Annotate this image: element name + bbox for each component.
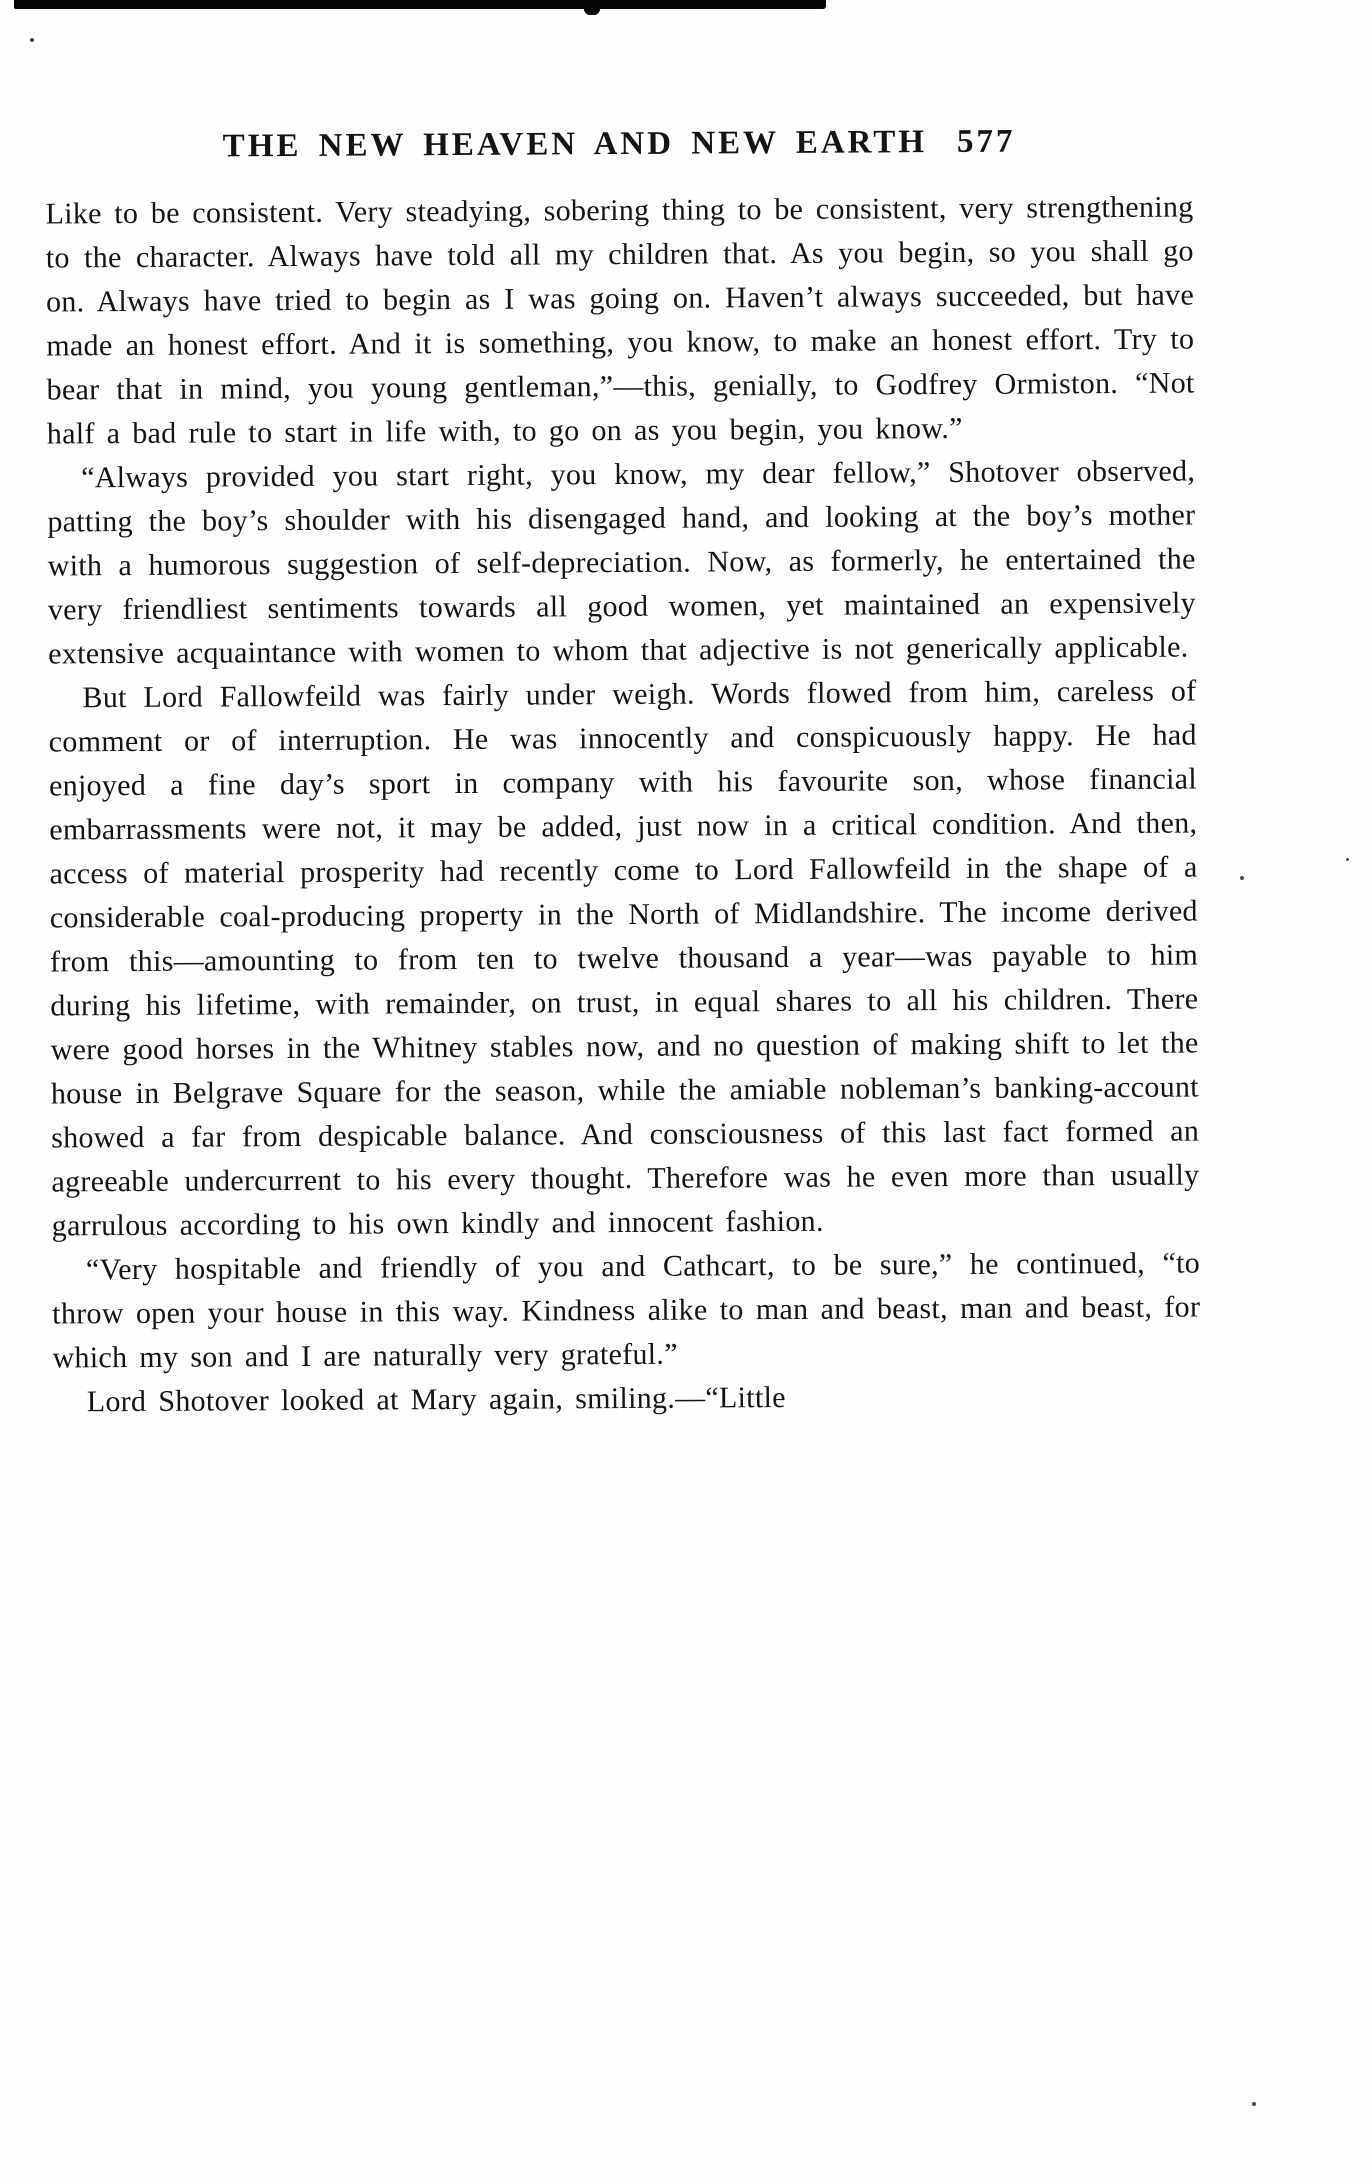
header-title: THE NEW HEAVEN AND NEW EARTH [222, 124, 928, 165]
paragraph: “Always provided you start right, you know, my dear fellow,” Shotover observed, patting the boy’s shoulder with his disengaged hand, and looking at the boy’s mother with a humorous suggestion of self-depreciation. Now, as formerly, he entertained the very friendliest sentiments towards all good women, yet maintained an expensively extensive acquaintance with women to whom that adjective is not generically applicable. [47, 454, 1197, 671]
scan-speck [30, 38, 34, 42]
page-content [45, 122, 1201, 1424]
running-header [45, 122, 1193, 166]
paragraph: But Lord Fallowfeild was fairly under weigh. Words flowed from him, careless of comment or of interruption. He was innocently and conspicuously happy. He had enjoyed a fine day’s sport in company with his favourite son, whose financial embarrassments were not, it may be added, just now in a critical condition. And then, access of material prosperity had recently come to Lord Fallowfeild in the shape of a considerable coal-producing property in the North of Midlandshire. The income derived from this—amounting to from ten to twelve thousand a year—was payable to him during his lifetime, with remainder, on trust, in equal shares to all his children. There were good horses in the Whitney stables now, and no question of making shift to let the house in Belgrave Square for the season, while the amiable nobleman’s banking-account showed a far from despicable balance. And consciousness of this last fact formed an agreeable undercurrent to his every thought. Therefore was he even more than usually garrulous according to his own kindly and innocent fashion. [48, 674, 1200, 1243]
scan-speck [1252, 2102, 1256, 2106]
paragraph: Like to be consistent. Very steadying, sobering thing to be consistent, very strengthening to the character. Always have told all my children that. As you begin, so you shall go on. Always have tried to begin as I was going on. Haven’t always succeeded, but have made an honest effort. And it is something, you know, to make an honest effort. Try to bear that in mind, you young gentleman,”—this, genially, to Godfrey Ormiston. “Not half a bad rule to start in life with, to go on as you begin, you know.” [45, 190, 1195, 451]
page-number: 577 [956, 123, 1016, 160]
paragraph: “Very hospitable and friendly of you and Cathcart, to be sure,” he continued, “to throw open your house in this way. Kindness alike to man and beast, man and beast, for which my son and I are naturally very grateful.” [52, 1246, 1201, 1375]
body-text [45, 185, 1201, 1424]
paragraph: Lord Shotover looked at Mary again, smiling.—“Little [86, 1381, 786, 1419]
scan-speck [1240, 876, 1244, 880]
scan-speck [1346, 858, 1349, 861]
scan-artifact-top-edge [14, 0, 826, 9]
